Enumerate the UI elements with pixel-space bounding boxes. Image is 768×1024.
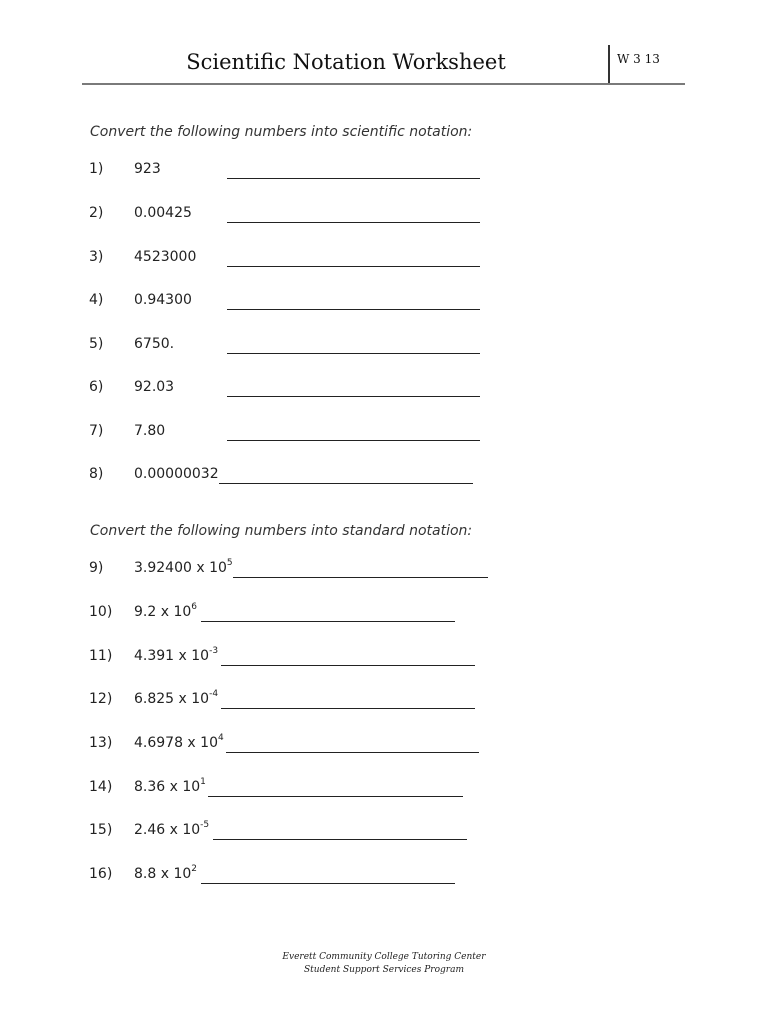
problem-number: 15) — [89, 822, 113, 838]
problem-8 — [0, 466, 768, 488]
problem-expression — [134, 691, 218, 707]
answer-blank[interactable] — [233, 577, 488, 578]
problem-4 — [0, 292, 768, 314]
section-heading-scientific: Convert the following numbers into scientific notation: — [90, 124, 473, 140]
code-divider — [608, 45, 610, 85]
problem-number: 14) — [89, 779, 113, 795]
problem-number: 5) — [89, 336, 104, 352]
mantissa: 4.6978 x 10 — [134, 735, 218, 751]
exponent: 4 — [218, 733, 224, 744]
exponent: 2 — [191, 864, 197, 875]
problem-number: 11) — [89, 648, 113, 664]
problem-value: 7.80 — [134, 423, 166, 439]
answer-blank[interactable] — [227, 353, 480, 354]
exponent: 6 — [191, 602, 197, 613]
header-rule — [82, 83, 685, 85]
answer-blank[interactable] — [201, 883, 455, 884]
problem-value: 0.00425 — [134, 205, 192, 221]
exponent: -4 — [209, 689, 219, 700]
exponent: -5 — [200, 820, 210, 831]
mantissa: 8.36 x 10 — [134, 779, 201, 795]
problem-value: 92.03 — [134, 379, 175, 395]
problem-5 — [0, 336, 768, 358]
problem-2 — [0, 205, 768, 227]
problem-13 — [0, 735, 768, 757]
answer-blank[interactable] — [226, 752, 479, 753]
problem-number: 3) — [89, 249, 104, 265]
answer-blank[interactable] — [213, 839, 467, 840]
problem-16 — [0, 866, 768, 888]
problem-expression — [134, 779, 206, 795]
problem-9 — [0, 560, 768, 582]
problem-15 — [0, 822, 768, 844]
problem-expression — [134, 648, 218, 664]
mantissa: 3.92400 x 10 — [134, 560, 227, 576]
problem-value: 4523000 — [134, 249, 197, 265]
mantissa: 9.2 x 10 — [134, 604, 192, 620]
problem-expression — [134, 866, 197, 882]
exponent: 1 — [200, 777, 206, 788]
mantissa: 4.391 x 10 — [134, 648, 210, 664]
footer-line-2: Student Support Services Program — [304, 965, 464, 975]
exponent: -3 — [209, 646, 219, 657]
problem-value: 0.00000032 — [134, 466, 219, 482]
problem-number: 1) — [89, 161, 104, 177]
mantissa: 2.46 x 10 — [134, 822, 201, 838]
worksheet-code: W 3 13 — [617, 52, 660, 66]
problem-number: 12) — [89, 691, 113, 707]
page-title: Scientific Notation Worksheet — [186, 50, 506, 74]
problem-number: 7) — [89, 423, 104, 439]
problem-14 — [0, 779, 768, 801]
answer-blank[interactable] — [201, 621, 455, 622]
problem-value: 0.94300 — [134, 292, 192, 308]
problem-11 — [0, 648, 768, 670]
problem-3 — [0, 249, 768, 271]
problem-expression — [134, 604, 197, 620]
exponent: 5 — [226, 558, 233, 569]
answer-blank[interactable] — [227, 309, 480, 310]
answer-blank[interactable] — [221, 708, 475, 709]
problem-number: 16) — [89, 866, 113, 882]
problem-number: 9) — [89, 560, 104, 576]
problem-6 — [0, 379, 768, 401]
answer-blank[interactable] — [208, 796, 463, 797]
answer-blank[interactable] — [227, 178, 480, 179]
section-heading-standard: Convert the following numbers into standard notation: — [90, 523, 473, 539]
problem-expression — [134, 822, 209, 838]
mantissa: 6.825 x 10 — [134, 691, 210, 707]
problem-1 — [0, 161, 768, 183]
problem-number: 2) — [89, 205, 104, 221]
problem-expression — [134, 735, 224, 751]
answer-blank[interactable] — [221, 665, 475, 666]
problem-number: 13) — [89, 735, 113, 751]
answer-blank[interactable] — [219, 483, 473, 484]
answer-blank[interactable] — [227, 266, 480, 267]
answer-blank[interactable] — [227, 222, 480, 223]
answer-blank[interactable] — [227, 440, 480, 441]
footer-line-1: Everett Community College Tutoring Center — [282, 952, 486, 962]
problem-value: 6750. — [134, 336, 175, 352]
problem-number: 8) — [89, 466, 104, 482]
problem-number: 4) — [89, 292, 104, 308]
problem-value: 923 — [134, 161, 161, 177]
problem-12 — [0, 691, 768, 713]
answer-blank[interactable] — [227, 396, 480, 397]
problem-number: 6) — [89, 379, 104, 395]
problem-expression — [134, 560, 233, 576]
problem-7 — [0, 423, 768, 445]
problem-10 — [0, 604, 768, 626]
problem-number: 10) — [89, 604, 113, 620]
mantissa: 8.8 x 10 — [134, 866, 192, 882]
